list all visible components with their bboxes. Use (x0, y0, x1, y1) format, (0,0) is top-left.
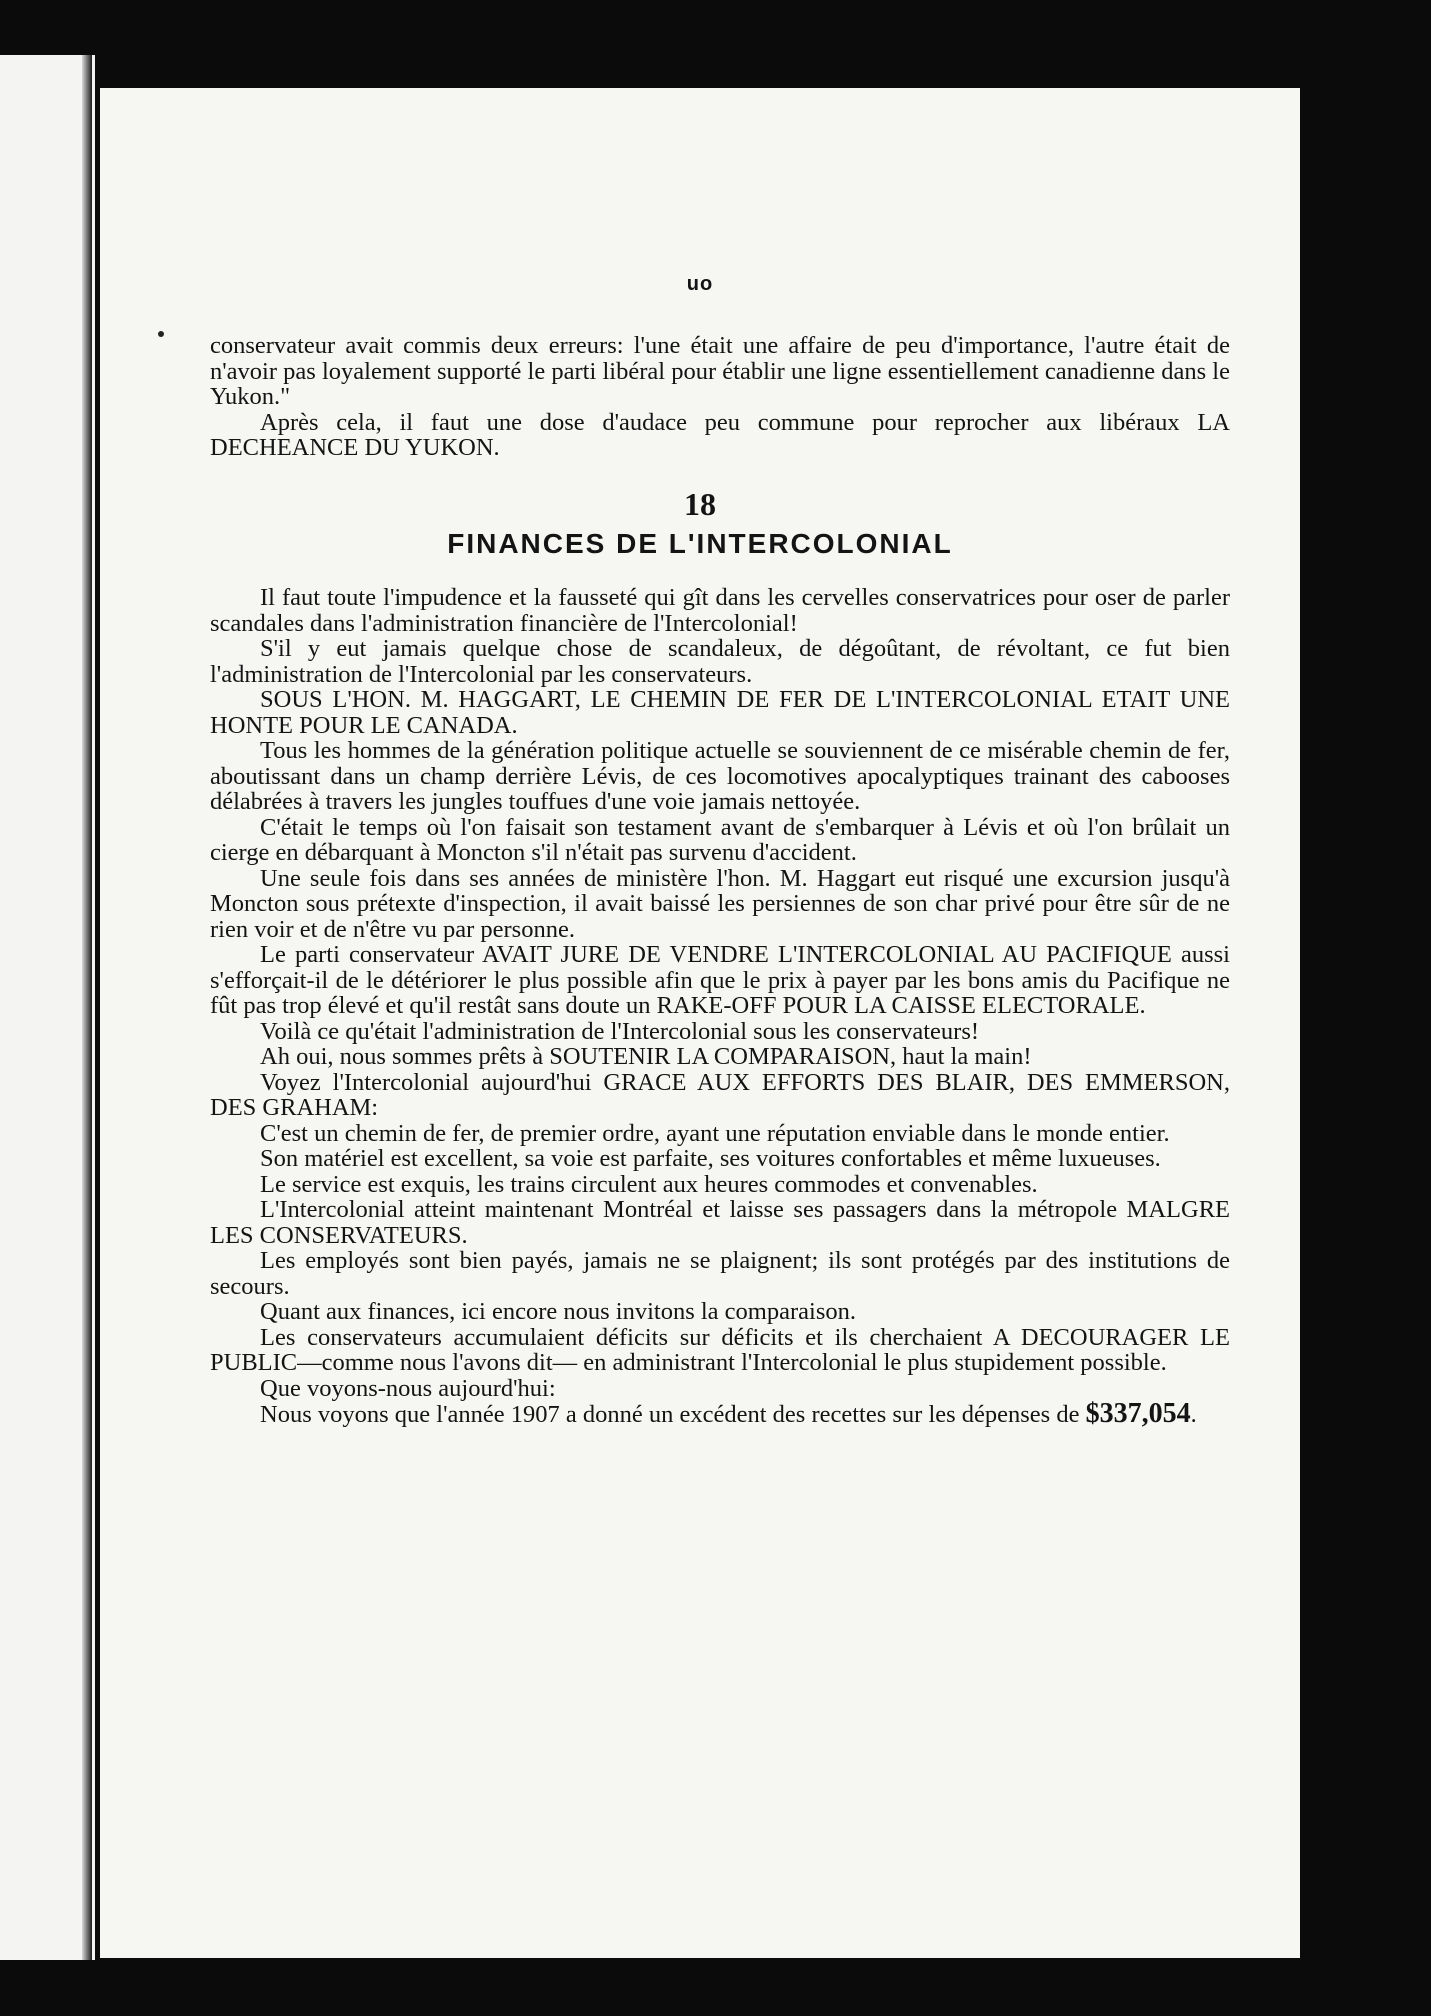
body-paragraph: Le service est exquis, les trains circulent aux heures commodes et convenables. (260, 1170, 1038, 1198)
document-page (100, 88, 1300, 1958)
page-gutter-shadow (82, 55, 92, 1960)
body-paragraph: Voilà ce qu'était l'administration de l'Intercolonial sous les conservateurs! (260, 1017, 980, 1045)
body-paragraph: SOUS L'HON. M. HAGGART, LE CHEMIN DE FER DE L'INTERCOLONIAL ETAIT UNE HONTE POUR LE CANADA. (210, 686, 1230, 739)
body-paragraph: Les conservateurs accumulaient déficits sur déficits et ils cherchaient A DECOURAGER LE PUBLIC—comme nous l'avons dit— en administrant l'Intercolonial le plus stupidement possible. (210, 1323, 1230, 1376)
final-paragraph (210, 1398, 1230, 1429)
final-paragraph-text: Nous voyons que l'année 1907 a donné un excédent des recettes sur les dépenses de (260, 1401, 1080, 1428)
surplus-amount: $337,054 (1085, 1398, 1191, 1429)
body-paragraph: Son matériel est excellent, sa voie est parfaite, ses voitures confortables et même luxueuses. (260, 1145, 1161, 1172)
body-paragraph: C'est un chemin de fer, de premier ordre, ayant une réputation enviable dans le monde entier. (260, 1119, 1170, 1147)
body-text (210, 585, 1230, 1428)
section-title: FINANCES DE L'INTERCOLONIAL (447, 528, 953, 559)
margin-mark (158, 331, 164, 337)
body-paragraph: Quant aux finances, ici encore nous invitons la comparaison. (260, 1298, 856, 1325)
section-number: 18 (684, 486, 716, 522)
intro-text (210, 333, 1230, 461)
body-paragraph: L'Intercolonial atteint maintenant Montréal et laisse ses passagers dans la métropole MALGRE LES CONSERVATEURS. (210, 1196, 1230, 1249)
intro-paragraph: Après cela, il faut une dose d'audace peu commune pour reprocher aux libéraux LA DECHEANCE DU YUKON. (210, 408, 1230, 461)
body-paragraph: Le parti conservateur AVAIT JURE DE VENDRE L'INTERCOLONIAL AU PACIFIQUE aussi s'efforçait-il de le détériorer le plus possible afin que le prix à payer par les bons amis du Pacifique ne fût pas trop élevé et qu'il restât sans doute un RAKE-OFF POUR LA CAISSE ELECTORALE. (210, 941, 1230, 1019)
body-paragraph: Les employés sont bien payés, jamais ne se plaignent; ils sont protégés par des institutions de secours. (210, 1247, 1230, 1300)
intro-paragraph: conservateur avait commis deux erreurs: l'une était une affaire de peu d'importance, l'autre était de n'avoir pas loyalement supporté le parti libéral pour établir une ligne essentiellement canadienne dans le Yukon." (210, 332, 1230, 410)
body-paragraph: Tous les hommes de la génération politique actuelle se souviennent de ce misérable chemin de fer, aboutissant dans un champ derrière Lévis, de ces locomotives apocalyptiques trainant des cabooses délabrées à travers les jungles touffues d'une voie jamais nettoyée. (210, 737, 1230, 815)
body-paragraph: Voyez l'Intercolonial aujourd'hui GRACE AUX EFFORTS DES BLAIR, DES EMMERSON, DES GRAHAM: (210, 1068, 1230, 1121)
left-page-edge (0, 55, 95, 1960)
body-paragraph: Il faut toute l'impudence et la fausseté qui gît dans les cervelles conservatrices pour oser de parler scandales dans l'administration financière de l'Intercolonial! (210, 584, 1230, 637)
body-paragraph: S'il y eut jamais quelque chose de scandaleux, de dégoûtant, de révoltant, ce fut bien l'administration de l'Intercolonial par les conservateurs. (210, 635, 1230, 688)
body-paragraph: Une seule fois dans ses années de ministère l'hon. M. Haggart eut risqué une excursion jusqu'à Moncton sous prétexte d'inspection, il avait baissé les persiennes de son char privé pour être sûr de ne rien voir et de n'être vu par personne. (210, 864, 1230, 943)
page-number: uo (686, 273, 714, 295)
body-paragraph: Ah oui, nous sommes prêts à SOUTENIR LA COMPARAISON, haut la main! (260, 1043, 1032, 1070)
body-paragraph: Que voyons-nous aujourd'hui: (260, 1374, 556, 1402)
final-punctuation: . (1190, 1401, 1197, 1428)
body-paragraph: C'était le temps où l'on faisait son testament avant de s'embarquer à Lévis et où l'on brûlait un cierge en débarquant à Moncton s'il n'était pas survenu d'accident. (210, 813, 1230, 866)
